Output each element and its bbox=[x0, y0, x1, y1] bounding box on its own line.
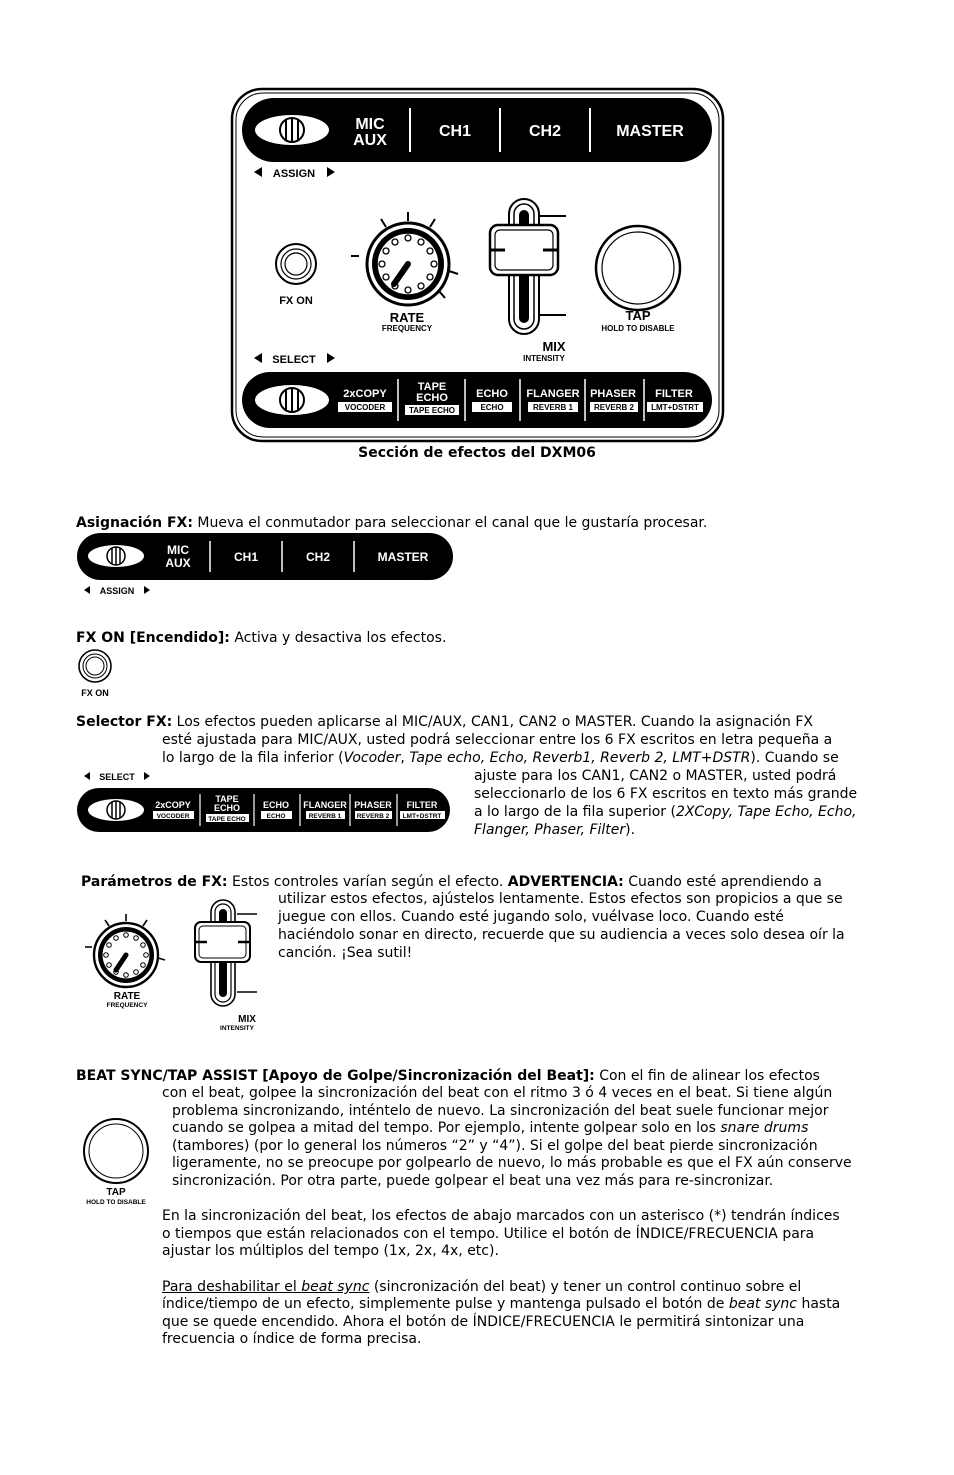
assign-switch-icon[interactable] bbox=[255, 115, 329, 145]
fx-phaser-label: PHASER bbox=[354, 800, 392, 810]
arrow-right-icon bbox=[144, 586, 150, 594]
beat-text4: cuando se golpea a mitad del tempo. Por ejemplo, intente golpear solo en los bbox=[172, 1120, 721, 1136]
beat-line4 bbox=[172, 1120, 808, 1138]
mix-label: MIX bbox=[542, 339, 566, 354]
selector-line3 bbox=[162, 750, 839, 768]
fx-tape-echo-small-label[interactable]: TAPE ECHO bbox=[408, 406, 456, 415]
assign-label: ASSIGN bbox=[99, 586, 135, 596]
params-heading: Parámetros de FX: bbox=[81, 874, 228, 890]
selector-text3i2: Tape echo, Echo, Reverb1, Reverb 2, LMT+DSTR bbox=[409, 750, 751, 766]
selector-line1 bbox=[76, 714, 813, 732]
fx-section-panel bbox=[228, 86, 728, 446]
tap-button[interactable] bbox=[596, 226, 680, 310]
beat-p3-underline bbox=[162, 1279, 369, 1295]
fx-echo-small-label: ECHO bbox=[266, 813, 286, 820]
beat-p3l2b: hasta bbox=[797, 1296, 841, 1312]
tap-sublabel: HOLD TO DISABLE bbox=[601, 324, 675, 333]
rate-label: RATE bbox=[389, 310, 425, 325]
selector-text7i: Flanger, Phaser, Filter bbox=[474, 822, 626, 838]
fxon-text: Activa y desactiva los efectos. bbox=[229, 630, 447, 646]
assign-heading: Asignación FX: bbox=[76, 515, 193, 531]
rate-sublabel: FREQUENCY bbox=[381, 324, 433, 333]
fx-echo-label: ECHO bbox=[262, 800, 290, 810]
fx-vocoder-label: VOCODER bbox=[156, 813, 190, 820]
fx-lmt-dstrt-label: LMT+DSTRT bbox=[402, 813, 442, 820]
mix-sublabel: INTENSITY bbox=[220, 1025, 254, 1032]
params-line1 bbox=[81, 874, 822, 892]
params-text1: Estos controles varían según el efecto. bbox=[227, 874, 508, 890]
fx-vocoder-label[interactable]: VOCODER bbox=[344, 403, 386, 412]
selector-line7 bbox=[474, 822, 635, 840]
beat-text1: Con el fin de alinear los efectos bbox=[594, 1068, 820, 1084]
select-label: SELECT bbox=[99, 772, 135, 782]
fx-reverb1-label[interactable]: REVERB 1 bbox=[532, 403, 574, 412]
arrow-left-icon bbox=[84, 586, 90, 594]
beat-heading: BEAT SYNC/TAP ASSIST [Apoyo de Golpe/Sincronización del Beat]: bbox=[76, 1068, 595, 1084]
rate-label: RATE bbox=[113, 991, 141, 1002]
params-line5: canción. ¡Sea sutil! bbox=[278, 945, 413, 961]
fx-reverb2-label: REVERB 2 bbox=[356, 813, 390, 820]
arrow-right-icon bbox=[144, 772, 150, 780]
select-label: SELECT bbox=[272, 354, 316, 366]
tap-label: TAP bbox=[106, 1187, 126, 1198]
fx-filter-label: FILTER bbox=[406, 800, 438, 810]
assign-switch-icon bbox=[88, 545, 144, 567]
mix-sublabel: INTENSITY bbox=[523, 354, 565, 363]
rate-sublabel: FREQUENCY bbox=[106, 1002, 148, 1009]
select-switch-icon bbox=[88, 799, 144, 821]
selector-text6a: a lo largo de la fila superior ( bbox=[474, 804, 676, 820]
assign-aux-label: AUX bbox=[353, 132, 387, 149]
fx-tape-label: TAPE bbox=[215, 794, 239, 804]
fx-on-label: FX ON bbox=[81, 688, 109, 698]
params-line4: haciéndolo sonar en directo, recuerde que su audiencia a veces solo desea oír la bbox=[278, 927, 845, 943]
assign-mic-label: MIC bbox=[355, 116, 385, 133]
fx-filter-label[interactable]: FILTER bbox=[655, 388, 693, 400]
fx-reverb1-label: REVERB 1 bbox=[308, 813, 342, 820]
figure-caption: Sección de efectos del DXM06 bbox=[358, 445, 596, 461]
tap-figure bbox=[80, 1116, 154, 1208]
beat-p3-line2 bbox=[162, 1296, 840, 1314]
beat-p2-line3: ajustar los múltiplos del tempo (1x, 2x, 4x, etc). bbox=[162, 1243, 499, 1259]
selector-text3c: ). Cuando se bbox=[750, 750, 839, 766]
beat-p3l2a: índice/tiempo de un efecto, simplemente pulse y mantenga pulsado el botón de bbox=[162, 1296, 729, 1312]
fx-flanger-label[interactable]: FLANGER bbox=[526, 388, 580, 400]
beat-p3-line3: que se quede encendido. Ahora el botón de ÍNDICE/FRECUENCIA le permitirá sintonizar una bbox=[162, 1314, 805, 1330]
fx-tape-echo-small-label: TAPE ECHO bbox=[208, 816, 246, 823]
assign-text: Mueva el conmutador para seleccionar el canal que le gustaría procesar. bbox=[192, 515, 708, 531]
params-line3: juegue con ellos. Cuando esté jugando solo, vuélvase loco. Cuando esté bbox=[278, 909, 784, 925]
selector-line5: seleccionarlo de los 6 FX escritos en texto más grande bbox=[474, 786, 858, 802]
selector-text1: Los efectos pueden aplicarse al MIC/AUX, CAN1, CAN2 o MASTER. Cuando la asignación FX bbox=[172, 714, 813, 730]
fx-echo-small-label[interactable]: ECHO bbox=[480, 403, 504, 412]
beat-p3-text1: Para deshabilitar el bbox=[162, 1279, 302, 1295]
beat-p3-line1 bbox=[162, 1279, 801, 1297]
assign-master-label: MASTER bbox=[377, 550, 429, 564]
tap-sublabel: HOLD TO DISABLE bbox=[86, 1199, 146, 1206]
assign-master-label: MASTER bbox=[616, 123, 684, 140]
selector-text3i: Vocoder bbox=[343, 750, 401, 766]
mix-fader-icon bbox=[195, 900, 257, 1006]
assign-paragraph bbox=[76, 515, 707, 533]
params-line2: utilizar estos efectos, ajústelos lentamente. Estos efectos son propicios a que se bbox=[278, 891, 843, 907]
assign-bar-figure bbox=[76, 532, 456, 600]
beat-p2-line1: En la sincronización del beat, los efectos de abajo marcados con un asterisco (*) tendrán índices bbox=[162, 1208, 840, 1224]
beat-line1 bbox=[76, 1068, 820, 1086]
selector-line4: ajuste para los CAN1, CAN2 o MASTER, usted podrá bbox=[474, 768, 837, 784]
fx-tape-echo-label[interactable]: ECHO bbox=[416, 392, 448, 404]
selector-heading: Selector FX: bbox=[76, 714, 173, 730]
assign-aux-label: AUX bbox=[165, 556, 191, 570]
fx-on-button[interactable] bbox=[276, 244, 316, 284]
beat-line6: ligeramente, no se preocupe por golpearlo de nuevo, lo más probable es que el FX aún conserve bbox=[172, 1155, 852, 1171]
fxon-paragraph bbox=[76, 630, 446, 648]
params-figure bbox=[76, 892, 276, 1034]
fx-reverb2-label[interactable]: REVERB 2 bbox=[593, 403, 635, 412]
beat-p3l2i: beat sync bbox=[728, 1296, 797, 1312]
assign-mic-label: MIC bbox=[167, 543, 189, 557]
tap-label: TAP bbox=[625, 308, 651, 323]
select-bar-figure bbox=[76, 768, 456, 836]
beat-line2: con el beat, golpee la sincronización del beat con el ritmo 3 ó 4 veces en el beat. Si tiene algún bbox=[162, 1085, 833, 1101]
fx-tape-echo-label: ECHO bbox=[213, 803, 241, 813]
assign-ch2-label: CH2 bbox=[528, 123, 562, 140]
arrow-left-icon bbox=[84, 772, 90, 780]
fx-on-label: FX ON bbox=[279, 295, 313, 307]
fx-tape-label[interactable]: TAPE bbox=[417, 381, 447, 393]
selector-text7b: ). bbox=[625, 822, 636, 838]
select-switch-icon[interactable] bbox=[255, 385, 329, 415]
fx-phaser-label[interactable]: PHASER bbox=[590, 388, 636, 400]
selector-line2: esté ajustada para MIC/AUX, usted podrá seleccionar entre los 6 FX escritos en letra pequeña a bbox=[162, 732, 833, 748]
beat-line7: sincronización. Por otra parte, puede golpear el beat una vez más para re-sincronizar. bbox=[172, 1173, 774, 1189]
beat-line3: problema sincronizando, inténtelo de nuevo. La sincronización del beat suele funcionar mejor bbox=[172, 1103, 829, 1119]
fx-echo-label[interactable]: ECHO bbox=[476, 388, 508, 400]
assign-label: ASSIGN bbox=[272, 168, 316, 180]
assign-ch1-label: CH1 bbox=[233, 550, 259, 564]
params-text2: Cuando esté aprendiendo a bbox=[623, 874, 822, 890]
beat-line5: (tambores) (por lo general los números “2” y “4”). Si el golpe del beat pierde sincronización bbox=[172, 1138, 818, 1154]
selector-text3b: , bbox=[400, 750, 410, 766]
params-warning: ADVERTENCIA: bbox=[507, 874, 624, 890]
assign-ch1-label: CH1 bbox=[438, 123, 472, 140]
selector-text3a: lo largo de la fila inferior ( bbox=[162, 750, 344, 766]
fxon-heading: FX ON [Encendido]: bbox=[76, 630, 230, 646]
fx-2xcopy-label: 2xCOPY bbox=[155, 800, 191, 810]
assign-ch2-label: CH2 bbox=[305, 550, 331, 564]
fx-flanger-label: FLANGER bbox=[303, 800, 347, 810]
fx-on-figure bbox=[76, 648, 120, 700]
selector-text6i: 2XCopy, Tape Echo, Echo, bbox=[675, 804, 857, 820]
selector-line6 bbox=[474, 804, 856, 822]
mix-label: MIX bbox=[238, 1014, 256, 1025]
fx-lmt-dstrt-label[interactable]: LMT+DSTRT bbox=[651, 403, 699, 412]
fx-2xcopy-label[interactable]: 2xCOPY bbox=[343, 388, 387, 400]
beat-text4i: snare drums bbox=[720, 1120, 809, 1136]
beat-p3-text1i: beat sync bbox=[301, 1279, 370, 1295]
rate-knob-icon bbox=[85, 914, 165, 987]
beat-p2-line2: o tiempos que están relacionados con el tempo. Utilice el botón de ÍNDICE/FRECUENCIA para bbox=[162, 1226, 815, 1242]
beat-p3-line4: frecuencia o índice de forma precisa. bbox=[162, 1331, 422, 1347]
beat-p3-text2: (sincronización del beat) y tener un control continuo sobre el bbox=[369, 1279, 802, 1295]
